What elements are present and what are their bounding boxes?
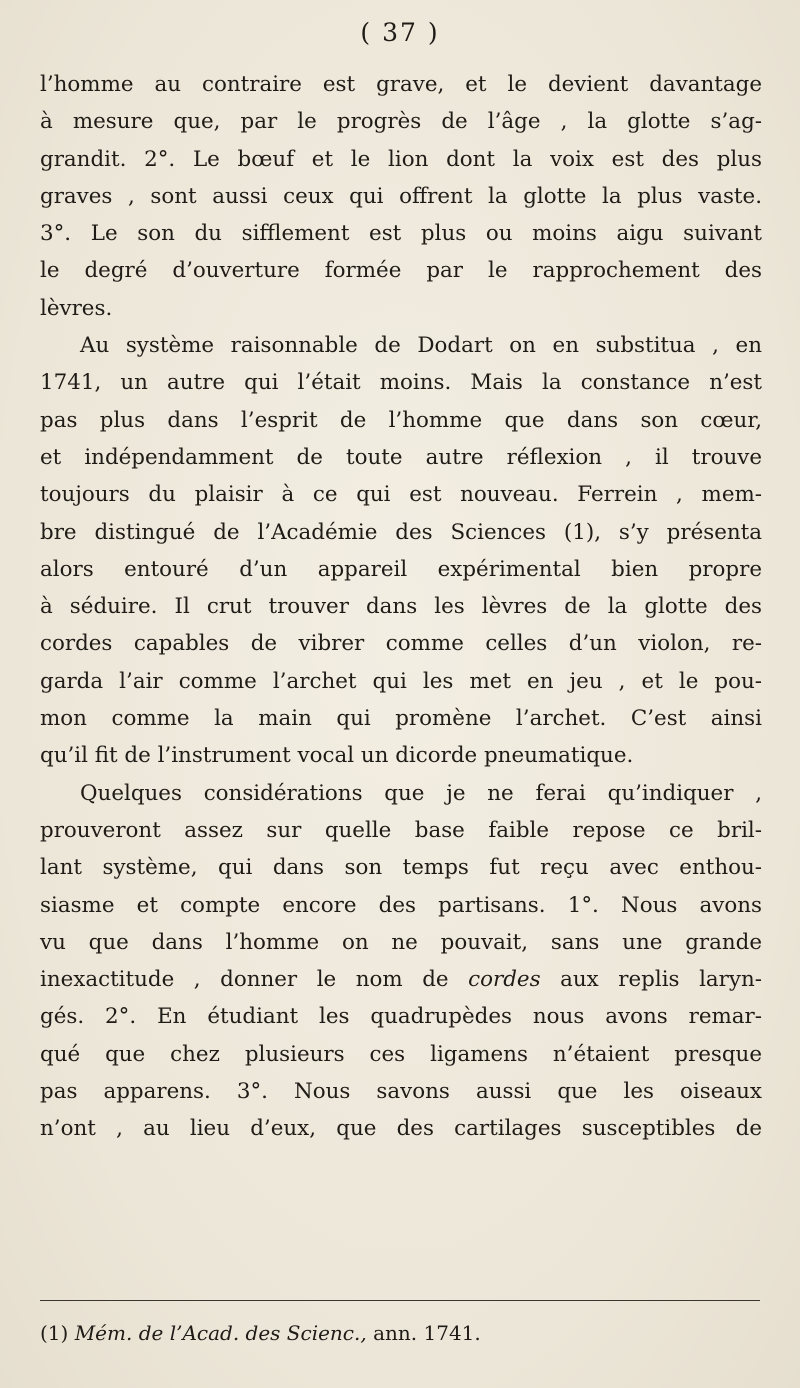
text-line: lant système, qui dans son temps fut reçu avec enthou- [40,855,762,881]
footnote-divider [40,1300,760,1301]
paragraph-start-line: Au système raisonnable de Dodart on en substitua , en [80,333,762,359]
paragraph-start-line: Quelques considérations que je ne ferai qu’indiquer , [80,780,762,806]
text-line: et indépendamment de toute autre réflexion , il trouve [40,444,762,470]
text-line: pas apparens. 3°. Nous savons aussi que les oiseaux [40,1079,762,1105]
text-line: l’homme au contraire est grave, et le devient davantage [40,72,762,97]
text-line: qué que chez plusieurs ces ligamens n’étaient presque [40,1041,762,1067]
text-line: 3°. Le son du sifflement est plus ou moins aigu suivant [40,221,762,247]
text-line: qu’il fit de l’instrument vocal un dicorde pneumatique. [40,743,634,769]
footnote-year: ann. 1741. [373,1321,481,1345]
text-line: gés. 2°. En étudiant les quadrupèdes nous avons remar- [40,1004,762,1030]
text-line: vu que dans l’homme on ne pouvait, sans une grande [40,929,762,955]
text-line: bre distingué de l’Académie des Sciences (1), s’y présenta [40,519,762,545]
footnote-citation: Mém. de l’Acad. des Scienc., [74,1321,367,1345]
text-segment: aux replis laryn- [560,967,762,993]
text-line: à séduire. Il crut trouver dans les lèvres de la glotte des [40,594,762,620]
text-line: garda l’air comme l’archet qui les met en jeu , et le pou- [40,668,762,694]
text-line: toujours du plaisir à ce qui est nouveau. Ferrein , mem- [40,482,762,508]
page-number: ( 37 ) [360,18,440,47]
text-line: siasme et compte encore des partisans. 1°. Nous avons [40,892,762,918]
text-segment: inexactitude , donner le nom de [40,967,449,993]
text-line: pas plus dans l’esprit de l’homme que dans son cœur, [40,407,762,433]
text-line: alors entouré d’un appareil expérimental bien propre [40,556,762,582]
footnote-marker: (1) [40,1321,69,1345]
italic-word: cordes [468,967,541,993]
text-line: n’ont , au lieu d’eux, que des cartilages susceptibles de [40,1116,762,1142]
footnote [40,1318,762,1348]
text-line: prouveront assez sur quelle base faible repose ce bril- [40,817,762,843]
text-line: lèvres. [40,295,113,321]
text-line: cordes capables de vibrer comme celles d’un violon, re- [40,631,762,657]
text-line: 1741, un autre qui l’était moins. Mais la constance n’est [40,370,762,396]
text-line: mon comme la main qui promène l’archet. C’est ainsi [40,706,762,732]
body-text [40,66,762,1148]
text-line: à mesure que, par le progrès de l’âge , la glotte s’ag- [40,109,762,135]
text-line: grandit. 2°. Le bœuf et le lion dont la voix est des plus [40,146,762,172]
text-line: le degré d’ouverture formée par le rapprochement des [40,258,762,284]
text-line-with-italic [40,961,762,998]
text-line: graves , sont aussi ceux qui offrent la glotte la plus vaste. [40,183,762,209]
